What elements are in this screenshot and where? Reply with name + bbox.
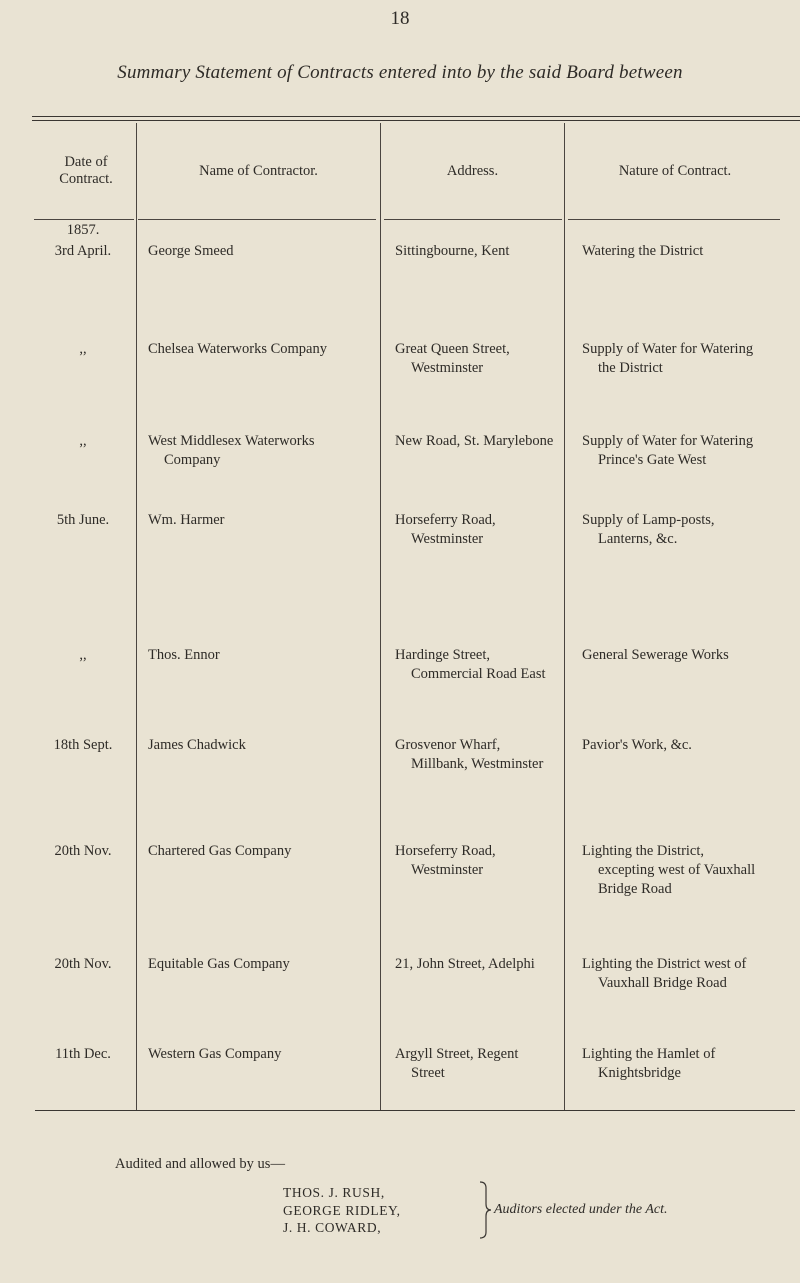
contract-date: ,, [79,647,87,663]
column-header-address: Address. [446,162,499,179]
contract-nature: Supply of Water for Watering Prince's Gate West [582,433,754,468]
contractor-name: West Middlesex Waterworks Company [148,433,315,468]
contract-nature: Lighting the District, excepting west of Vauxhall Bridge Road [582,843,756,897]
contractor-address: Grosvenor Wharf, Millbank, Westminster [395,737,544,772]
contract-date: ,, [79,341,87,357]
contractor-address: Hardinge Street, Commercial Road East [395,647,546,682]
contract-date: 18th Sept. [53,737,113,753]
header-rule [34,219,134,220]
header-rule [138,219,376,220]
contract-date: 20th Nov. [54,843,112,859]
contractor-address: Horseferry Road, Westminster [395,512,496,547]
contract-date: 3rd April. [54,243,112,259]
contractor-address: 21, John Street, Adelphi [395,956,535,972]
auditor-name: GEORGE RIDLEY, [283,1202,401,1218]
table-top-rule [32,116,800,121]
contract-nature: Supply of Water for Watering the District [582,341,754,376]
contract-date: 5th June. [56,512,110,528]
column-header-nature: Nature of Contract. [618,162,732,179]
header-rule [568,219,780,220]
contract-nature: General Sewerage Works [582,647,729,663]
contractor-name: Wm. Harmer [148,512,225,528]
contractor-name: Equitable Gas Company [148,956,290,972]
contract-date: 20th Nov. [54,956,112,972]
audit-statement: Audited and allowed by us— [115,1156,285,1172]
contract-nature: Supply of Lamp-posts, Lanterns, &c. [582,512,715,547]
contract-nature: Pavior's Work, &c. [582,737,692,753]
contractor-name: Thos. Ennor [148,647,220,663]
contract-nature: Lighting the District west of Vauxhall Bridge Road [582,956,747,991]
contractor-address: Sittingbourne, Kent [395,243,510,259]
contractor-address: Argyll Street, Regent Street [395,1046,519,1081]
year-label: 1857. [66,222,100,238]
table-bottom-rule [35,1110,795,1111]
auditor-note: Auditors elected under the Act. [494,1202,668,1217]
auditor-names [283,1184,401,1237]
auditor-name: THOS. J. RUSH, [283,1185,385,1200]
contractor-address: New Road, St. Marylebone [395,433,554,449]
contractor-address: Horseferry Road, Westminster [395,843,496,878]
column-header-name: Name of Contractor. [199,162,318,179]
column-divider [136,123,137,1110]
column-divider [564,123,565,1110]
right-brace-icon [478,1180,492,1240]
header-rule [384,219,562,220]
contractor-name: Chelsea Waterworks Company [148,341,327,357]
contract-nature: Watering the District [582,243,704,259]
column-divider [380,123,381,1110]
contractor-name: George Smeed [148,243,234,259]
contract-date: 11th Dec. [55,1046,111,1062]
contract-nature: Lighting the Hamlet of Knightsbridge [582,1046,716,1081]
contractor-name: Western Gas Company [148,1046,282,1062]
contractor-address: Great Queen Street, Westminster [395,341,510,376]
contractor-name: James Chadwick [148,737,246,753]
auditor-name: J. H. COWARD, [283,1220,382,1235]
contractor-name: Chartered Gas Company [148,843,292,859]
page-heading: Summary Statement of Contracts entered into by the said Board between [117,62,683,83]
column-header-date: Date of Contract. [59,154,113,187]
contract-date: ,, [79,433,87,449]
page-number: 18 [390,8,410,29]
